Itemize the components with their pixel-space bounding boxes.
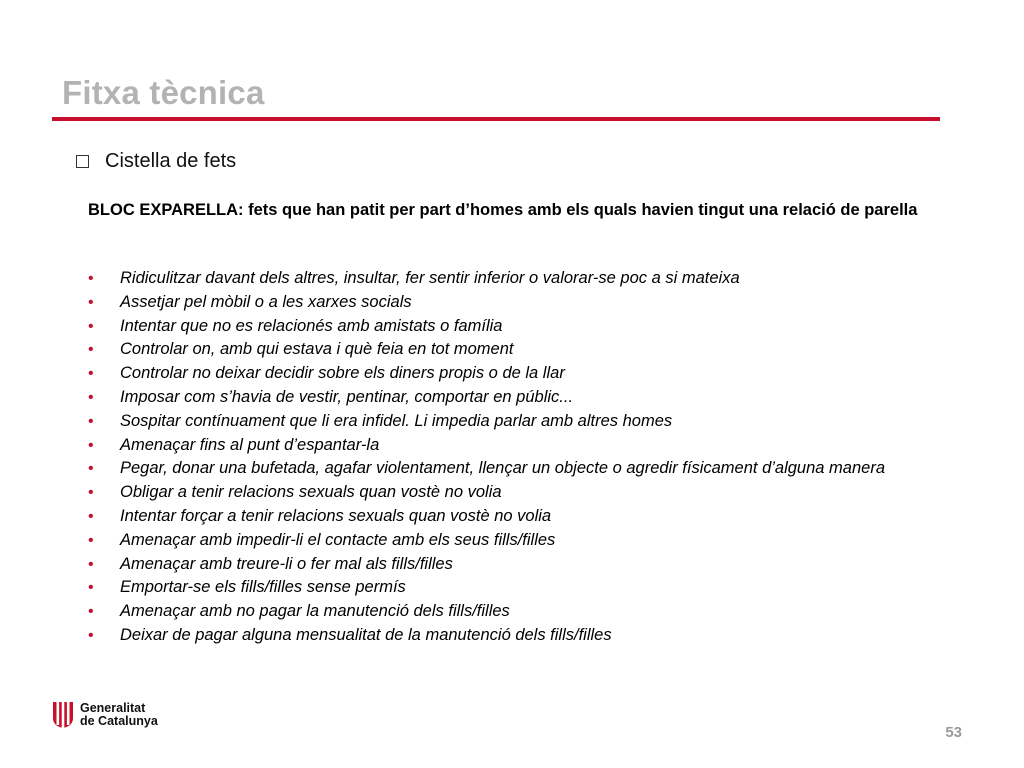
bullet-icon: • [88,555,94,573]
logo-text-line2: de Catalunya [80,714,158,728]
block-heading: BLOC EXPARELLA: fets que han patit per part d’homes amb els quals havien tingut una relació de parella [88,201,918,219]
list-item [88,481,918,505]
list-item [88,315,918,339]
list-item [88,267,918,291]
generalitat-logo [52,701,158,729]
list-item [88,434,918,458]
bullet-icon: • [88,531,94,549]
list-item [88,410,918,434]
list-item [88,338,918,362]
list-item [88,529,918,553]
list-item-text: Controlar no deixar decidir sobre els diners propis o de la llar [120,364,565,383]
list-item [88,576,918,600]
bullet-icon: • [88,341,94,359]
bullet-icon: • [88,388,94,406]
list-item-text: Deixar de pagar alguna mensualitat de la manutenció dels fills/filles [120,625,612,644]
list-item-text: Emportar-se els fills/filles sense permís [120,578,406,597]
bullet-icon: • [88,507,94,525]
bullet-icon: • [88,626,94,644]
bullet-icon: • [88,579,94,597]
list-item-text: Intentar forçar a tenir relacions sexuals quan vostè no volia [120,506,552,525]
list-item-text: Amenaçar fins al punt d’espantar-la [120,435,380,454]
list-item [88,505,918,529]
bullet-icon: • [88,603,94,621]
bullet-icon: • [88,460,94,478]
section-header [76,150,236,173]
bullet-icon: • [88,365,94,383]
bullet-icon: • [88,293,94,311]
list-item-text: Assetjar pel mòbil o a les xarxes socials [120,292,412,311]
page-number: 53 [945,724,962,741]
list-item [88,457,918,481]
bullet-icon: • [88,317,94,335]
bullet-icon: • [88,270,94,287]
list-item-text: Ridiculitzar davant dels altres, insultar, fer sentir inferior o valorar-se poc a si mateixa [120,269,740,287]
list-item-text: Controlar on, amb qui estava i què feia en tot moment [120,340,514,359]
list-item [88,553,918,577]
generalitat-logo-icon [52,701,74,729]
list-item [88,624,918,648]
list-item-text: Imposar com s’havia de vestir, pentinar, comportar en públic... [120,387,574,406]
list-item-text: Obligar a tenir relacions sexuals quan vostè no volia [120,483,502,502]
list-item-text: Amenaçar amb impedir-li el contacte amb els seus fills/filles [120,530,556,549]
list-item-text: Amenaçar amb treure-li o fer mal als fills/filles [120,554,453,573]
facts-list [88,267,918,648]
slide-title: Fitxa tècnica [62,74,265,111]
title-divider [52,117,940,121]
list-item-text: Sospitar contínuament que li era infidel. Li impedia parlar amb altres homes [120,411,673,430]
list-item [88,386,918,410]
list-item [88,600,918,624]
list-item [88,291,918,315]
checkbox-icon [76,155,89,168]
logo-text-line1: Generalitat [80,701,146,715]
list-item [88,362,918,386]
bullet-icon: • [88,484,94,502]
list-item-text: Amenaçar amb no pagar la manutenció dels fills/filles [120,602,510,621]
list-item-text: Intentar que no es relacionés amb amistats o família [120,316,503,335]
list-item-text: Pegar, donar una bufetada, agafar violentament, llençar un objecte o agredir físicament d’alguna manera [120,459,885,478]
bullet-icon: • [88,412,94,430]
bullet-icon: • [88,436,94,454]
section-label: Cistella de fets [105,150,237,172]
